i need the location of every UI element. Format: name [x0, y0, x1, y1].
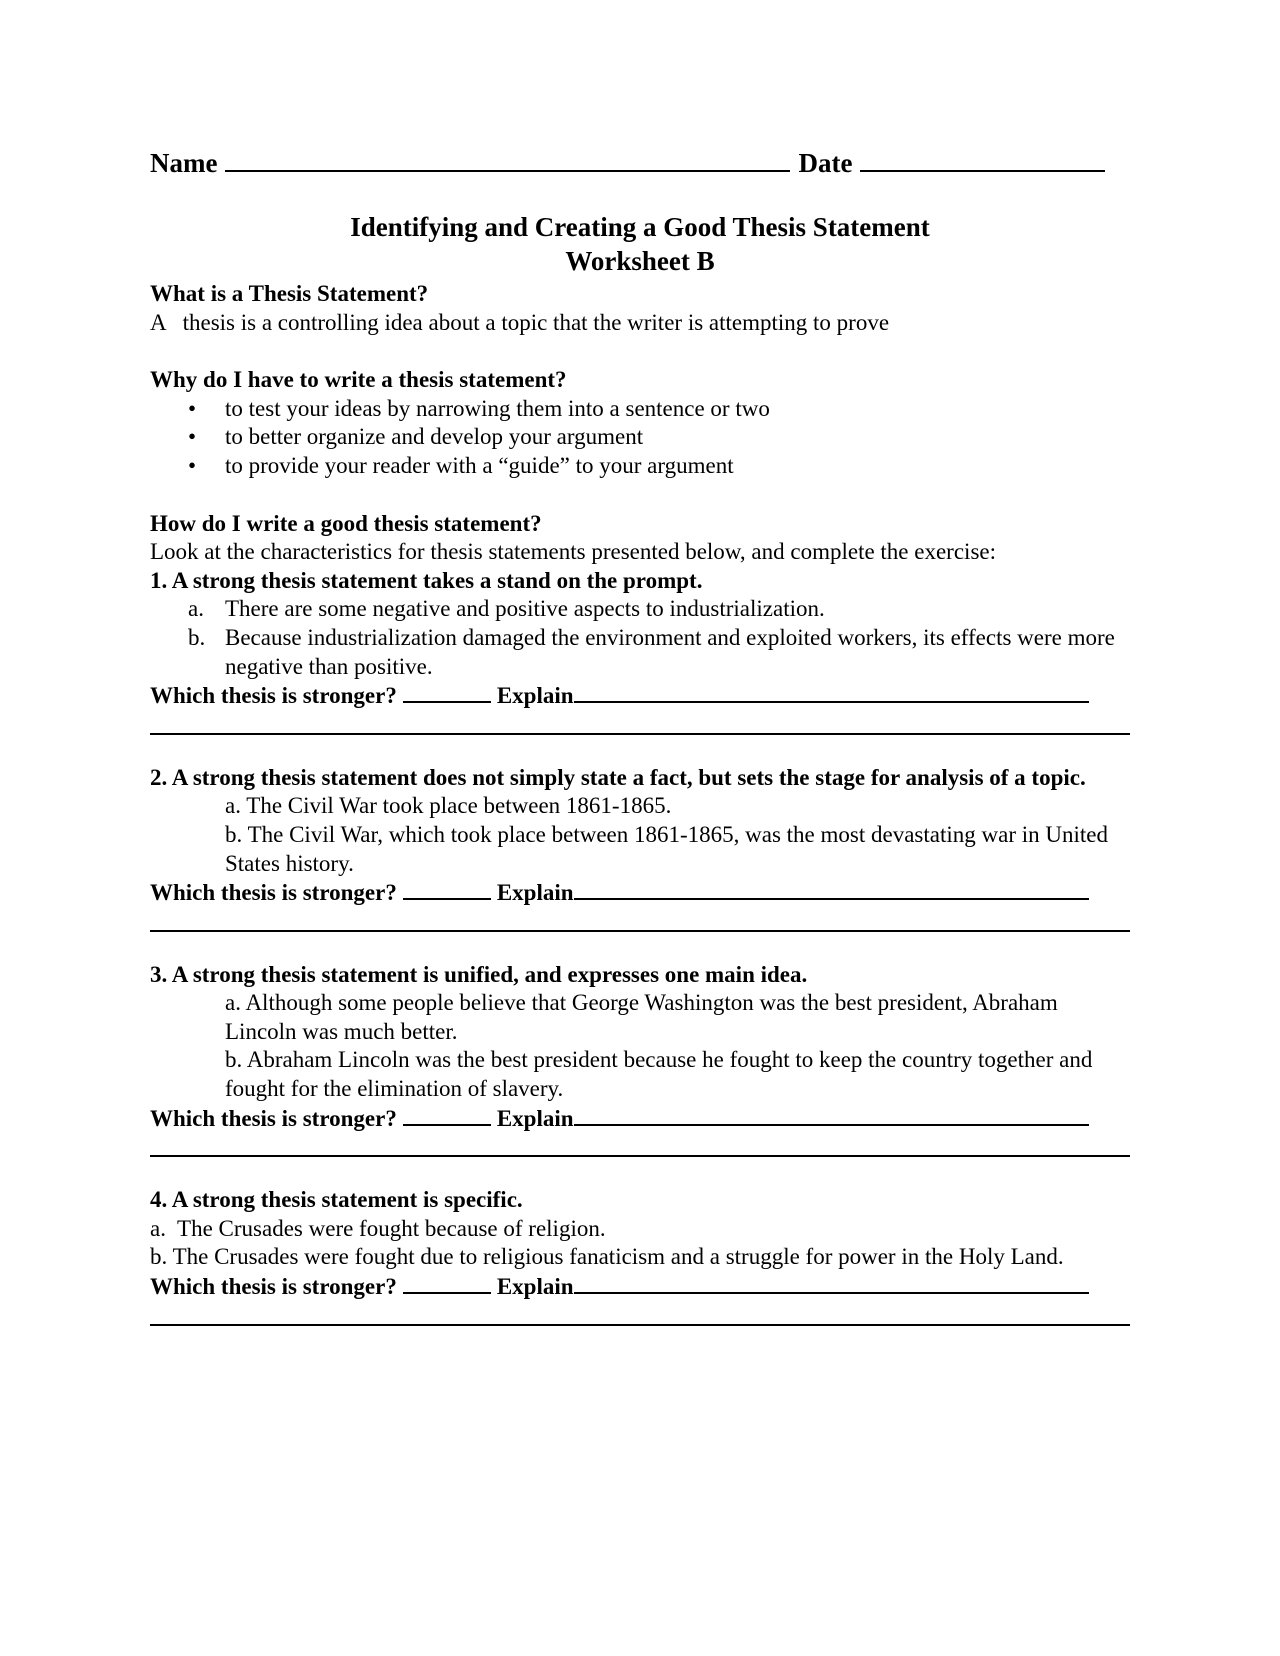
- section-2-answer-row: [150, 878, 1130, 908]
- which-label: Which thesis is stronger?: [150, 1105, 397, 1131]
- answer-line[interactable]: [150, 908, 1130, 932]
- explain-label: Explain: [496, 1105, 574, 1131]
- choice-blank[interactable]: [403, 1104, 491, 1126]
- section-1-answer-row: [150, 681, 1130, 711]
- title-line-1: Identifying and Creating a Good Thesis Statement: [350, 212, 930, 242]
- explain-blank[interactable]: [574, 1272, 1089, 1294]
- explain-blank[interactable]: [574, 878, 1089, 900]
- section-2-heading: 2. A strong thesis statement does not simply state a fact, but sets the stage for analysis of a topic.: [150, 764, 1086, 790]
- which-label: Which thesis is stronger?: [150, 1274, 397, 1300]
- date-label: Date: [798, 148, 853, 178]
- why-heading: Why do I have to write a thesis statement?: [150, 367, 567, 393]
- explain-label: Explain: [496, 880, 574, 906]
- answer-line[interactable]: [150, 1302, 1130, 1326]
- choice-blank[interactable]: [403, 681, 491, 703]
- section-2-option-b: b. The Civil War, which took place between 1861-1865, was the most devastating war in United States history.: [225, 821, 1108, 876]
- list-item: • to test your ideas by narrowing them into a sentence or two: [150, 395, 1130, 424]
- section-4-option-a: a. The Crusades were fought because of religion.: [150, 1215, 606, 1241]
- section-3-answer-row: [150, 1104, 1130, 1134]
- bullet-icon: •: [188, 395, 197, 421]
- how-text: Look at the characteristics for thesis statements presented below, and complete the exercise:: [150, 539, 996, 565]
- what-heading: What is a Thesis Statement?: [150, 281, 429, 306]
- bullet-icon: •: [188, 452, 197, 478]
- section-1-heading: 1. A strong thesis statement takes a stand on the prompt.: [150, 567, 703, 593]
- date-blank[interactable]: [860, 148, 1105, 172]
- which-label: Which thesis is stronger?: [150, 880, 397, 906]
- what-text: A thesis is a controlling idea about a topic that the writer is attempting to prove: [150, 309, 890, 335]
- which-label: Which thesis is stronger?: [150, 683, 397, 709]
- name-date-row: [150, 148, 1130, 188]
- section-4-option-b: b. The Crusades were fought due to religious fanaticism and a struggle for power in the Holy Land.: [150, 1244, 1064, 1270]
- section-4-heading: 4. A strong thesis statement is specific.: [150, 1187, 523, 1213]
- explain-label: Explain: [496, 683, 574, 709]
- explain-blank[interactable]: [574, 1104, 1089, 1126]
- list-item: • to better organize and develop your argument: [150, 423, 1130, 452]
- name-blank[interactable]: [225, 148, 790, 172]
- choice-blank[interactable]: [403, 878, 491, 900]
- worksheet-body: [150, 280, 1130, 1326]
- section-1-option-b: b. Because industrialization damaged the environment and exploited workers, its effects were more negative than positive.: [188, 624, 1115, 679]
- why-bullet-list: [150, 395, 1130, 481]
- section-3-option-b: b. Abraham Lincoln was the best president because he fought to keep the country together and fought for the elimination of slavery.: [225, 1047, 1093, 1102]
- worksheet-page: [150, 148, 1130, 1326]
- section-4-answer-row: [150, 1272, 1130, 1302]
- name-label: Name: [150, 148, 218, 178]
- section-1-option-a: a. There are some negative and positive aspects to industrialization.: [188, 596, 825, 622]
- worksheet-title: [150, 210, 1130, 278]
- explain-label: Explain: [496, 1274, 574, 1300]
- choice-blank[interactable]: [403, 1272, 491, 1294]
- answer-line[interactable]: [150, 711, 1130, 735]
- title-line-2: Worksheet B: [565, 246, 715, 276]
- list-item: • to provide your reader with a “guide” to your argument: [150, 452, 1130, 481]
- bullet-icon: •: [188, 424, 197, 450]
- answer-line[interactable]: [150, 1133, 1130, 1157]
- section-3-heading: 3. A strong thesis statement is unified, and expresses one main idea.: [150, 961, 808, 987]
- section-2-option-a: a. The Civil War took place between 1861-1865.: [225, 793, 672, 819]
- section-3-option-a: a. Although some people believe that George Washington was the best president, Abraham Lincoln was much better.: [225, 990, 1058, 1044]
- explain-blank[interactable]: [574, 681, 1089, 703]
- how-heading: How do I write a good thesis statement?: [150, 510, 542, 536]
